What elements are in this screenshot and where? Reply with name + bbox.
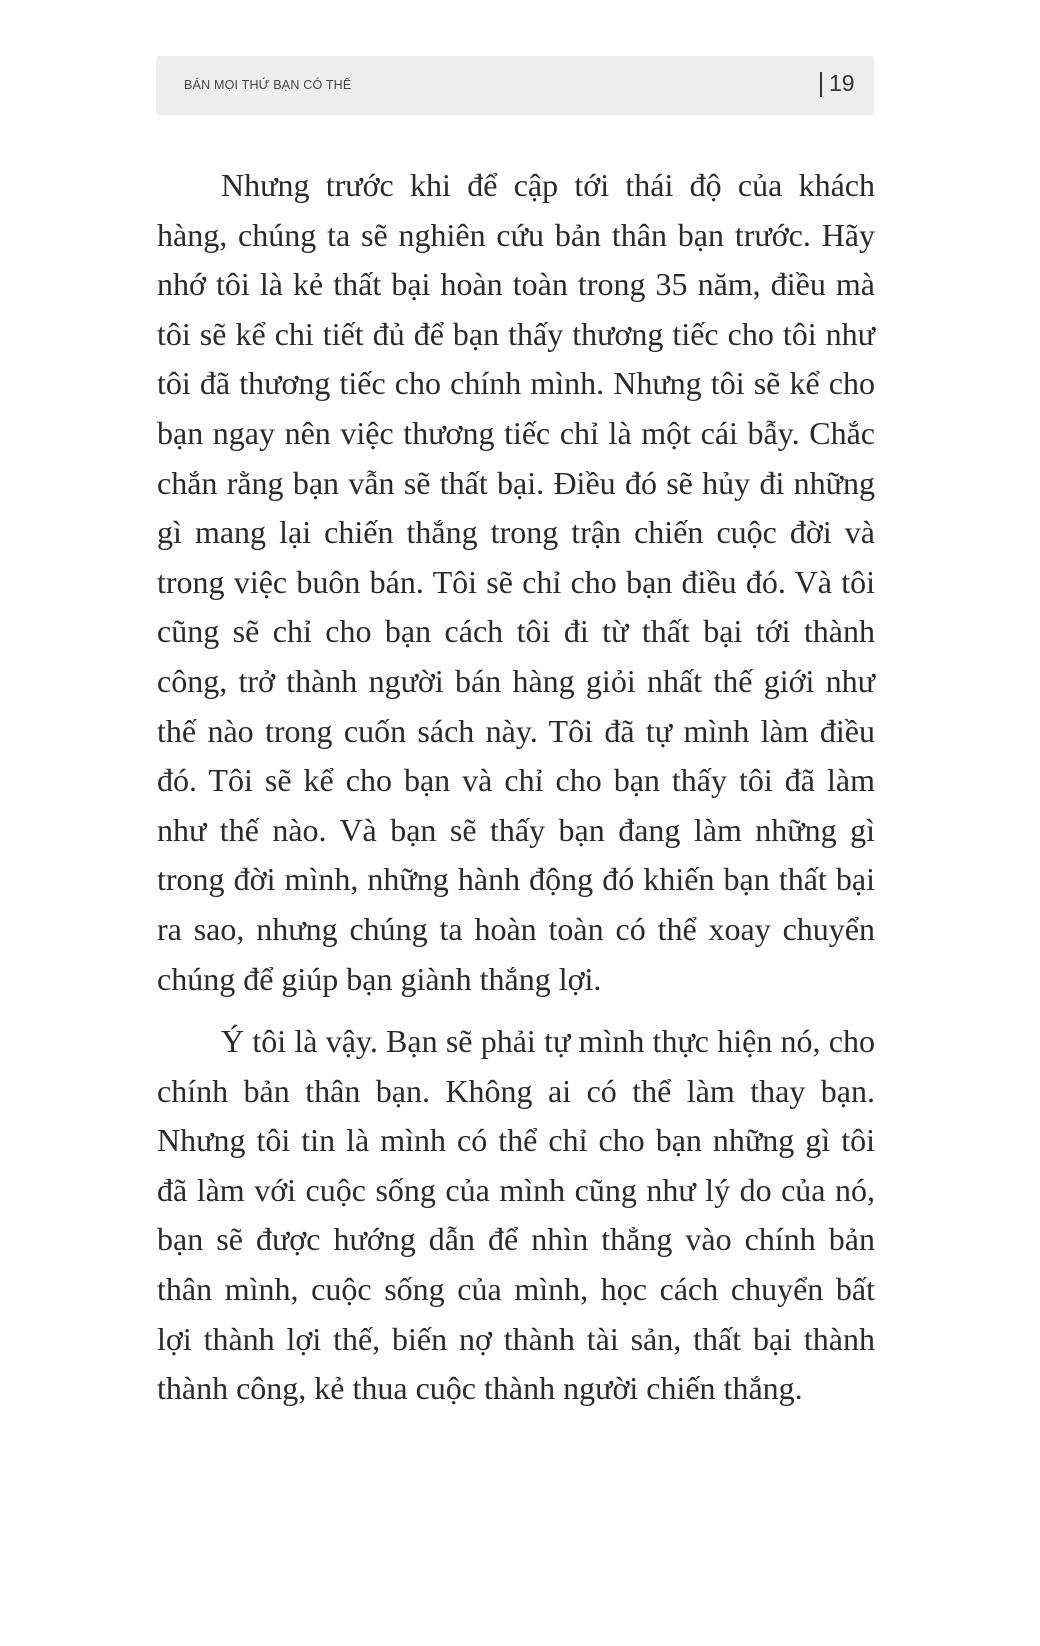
paragraph-1: Nhưng trước khi để cập tới thái độ của khách hàng, chúng ta sẽ nghiên cứu bản thân bạn trước. Hãy nhớ tôi là kẻ thất bại hoàn toàn trong 35 năm, điều mà tôi sẽ kể chi tiết đủ để bạn thấy thương tiếc cho tôi như tôi đã thương tiếc cho chính mình. Nhưng tôi sẽ kể cho bạn ngay nên việc thương tiếc chỉ là một cái bẫy. Chắc chắn rằng bạn vẫn sẽ thất bại. Điều đó sẽ hủy đi những gì mang lại chiến thắng trong trận chiến cuộc đời và trong việc buôn bán. Tôi sẽ chỉ cho bạn điều đó. Và tôi cũng sẽ chỉ cho bạn cách tôi đi từ thất bại tới thành công, trở thành người bán hàng giỏi nhất thế giới như thế nào trong cuốn sách này. Tôi đã tự mình làm điều đó. Tôi sẽ kể cho bạn và chỉ cho bạn thấy tôi đã làm như thế nào. Và bạn sẽ thấy bạn đang làm những gì trong đời mình, những hành động đó khiến bạn thất bại ra sao, nhưng chúng ta hoàn toàn có thể xoay chuyển chúng để giúp bạn giành thắng lợi.: [157, 167, 875, 997]
page-number: 19: [829, 70, 855, 96]
body-text: [157, 161, 875, 1414]
running-header: [156, 56, 874, 115]
running-title: BÁN MỌI THỨ BẠN CÓ THỂ: [184, 78, 352, 92]
page-number-divider: [820, 72, 822, 97]
paragraph-2: Ý tôi là vậy. Bạn sẽ phải tự mình thực hiện nó, cho chính bản thân bạn. Không ai có thể làm thay bạn. Nhưng tôi tin là mình có thể chỉ cho bạn những gì tôi đã làm với cuộc sống của mình cũng như lý do của nó, bạn sẽ được hướng dẫn để nhìn thẳng vào chính bản thân mình, cuộc sống của mình, học cách chuyển bất lợi thành lợi thế, biến nợ thành tài sản, thất bại thành thành công, kẻ thua cuộc thành người chiến thắng.: [157, 1023, 875, 1407]
